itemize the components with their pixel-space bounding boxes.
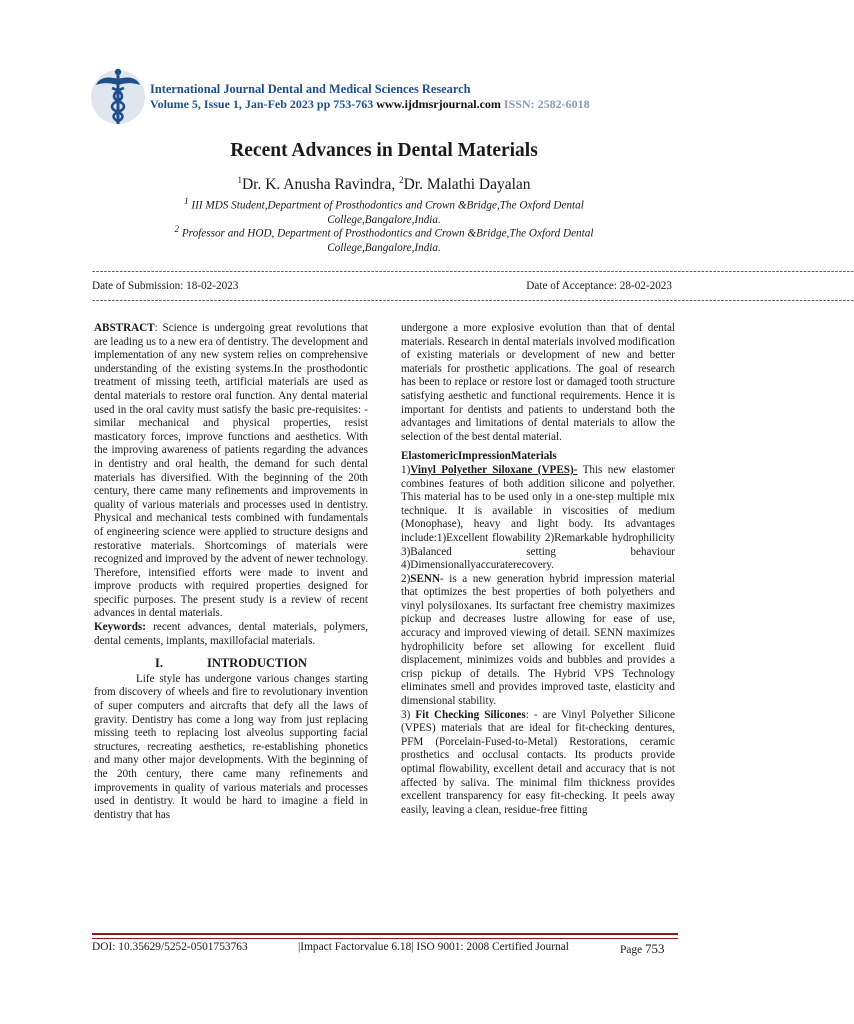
- item1-text: This new elastomer combines features of both addition silicone and polyether. This material has to be used only in a one-step multiple mix technique. It is available in viscosities of medium (Monophase), heavy and light body. Its advantages include:1)Excellent flowability 2)Remarkable hydrophilicity 3)Balanced setting behaviour 4)Dimensionallyaccuraterecovery.: [401, 463, 676, 572]
- introduction-continued-paragraph: undergone a more explosive evolution than that of dental materials. Research in dental materials involved modification of existing materials or development of new and better materials for prosthetic applications. The goal of research has been to replace or restore lost or damaged tooth structure satisfying aesthetic and functional requirements. Hence it is important for dentists and patients to understand both the advantages and limitations of dental materials to allow the selection of the best dental material.: [401, 322, 675, 443]
- footer-doi: DOI: 10.35629/5252-0501753763: [92, 941, 248, 953]
- list-item-vpes: [401, 464, 675, 573]
- list-item-senn: [401, 573, 675, 709]
- journal-website-link[interactable]: www.ijdmsrjournal.com: [376, 97, 501, 111]
- author-line: [0, 175, 768, 194]
- abstract-paragraph: [94, 322, 368, 621]
- abstract-text: : Science is undergoing great revolutions that are leading us to a new era of dentistry. The development and implementation of any new system relies on comprehensive understanding of the existing systems.In the prosthodontic treatment of missing teeth, artificial materials are used as dental materials to restore oral function. Any dental material used in the oral cavity must satisfy the basic pre-requisites: - similar mechanical and physical properties, resist masticatory forces, improve functions and aesthetics. With the improving awareness of patients regarding the advances in dentistry and oral health, the demand for such dental materials has diversified. With the beginning of the 20th century, there came many refinements and improvements in quality of various materials and processes used in dentistry. Physical and mechanical tests combined with fundamentals of engineering science were applied to structure designs and restorative materials. Shortcomings of materials were recognized and improved by the advent of newer technology. Therefore, intensified efforts were made to invent and improve products with required properties designed for specific purposes. The present study is a review of recent advances in dental materials.: [94, 322, 368, 620]
- affiliation-1-text: III MDS Student,Department of Prosthodontics and Crown &Bridge,The Oxford Dental College,Bangalore,India.: [188, 199, 584, 226]
- item3-text: : - are Vinyl Polyether Silicone (VPES) materials that are ideal for fit-checking dentures, PFM (Porcelain-Fused-to-Metal) Restorations, ceramic prosthetics and occlusal contacts. Its products provide optimal flowability, excellent detail and accuracy that is not affected by saliva. The minimal film thickness provides excellent transparency for easy fit-checking. It peels away easily, leaving a clean, residue-free fitting: [401, 708, 676, 816]
- footer-rule-thick: [92, 933, 678, 935]
- affiliation-2: [140, 222, 628, 255]
- affiliation-1-superscript: 1: [184, 196, 189, 206]
- item2-text: - is a new generation hybrid impression material that optimizes the best properties of both polyethers and vinyl polysiloxanes. Its surfactant free chemistry maximizes pickup and decreases lustre allowing for ease of use, accuracy and improved viewing of detail. SENN maximizes hydrophilicity before set allowing for excellent fluid displacement, minimizes voids and bubbles and provides a crisp pickup of details. The Hybrid VPS Technology eliminates smell and provides improved taste, elasticity and dimensional stability.: [401, 572, 675, 708]
- affiliation-2-superscript: 2: [174, 224, 180, 234]
- dashed-divider-bottom: --------------------------------------------------------------------------------------------------------------------------------------------------------------------------------------------------: [92, 295, 854, 306]
- footer-rule-thin: [92, 938, 678, 939]
- item3-prefix: 3): [401, 708, 416, 721]
- journal-name: International Journal Dental and Medical Sciences Research: [150, 82, 471, 96]
- caduceus-icon: [90, 66, 146, 128]
- item2-label: SENN: [410, 572, 440, 585]
- item3-label: Fit Checking Silicones: [415, 708, 526, 721]
- acceptance-date: Date of Acceptance: 28-02-2023: [526, 280, 672, 292]
- item2-prefix: 2): [401, 572, 411, 585]
- affiliation-2-text: Professor and HOD, Department of Prosthodontics and Crown &Bridge,The Oxford Dental College,Bangalore,India.: [179, 227, 594, 254]
- volume-info: Volume 5, Issue 1, Jan-Feb 2023 pp 753-763: [150, 97, 374, 111]
- page-number: 753: [645, 941, 665, 956]
- journal-meta: [150, 97, 590, 112]
- author2-name: Dr. Malathi Dayalan: [403, 176, 531, 194]
- footer-page: [620, 941, 665, 957]
- submission-date: Date of Submission: 18-02-2023: [92, 280, 239, 292]
- left-column: [94, 322, 368, 822]
- issn: ISSN: 2582-6018: [503, 97, 590, 111]
- author1-superscript: 1: [237, 175, 242, 185]
- dashed-divider-top: --------------------------------------------------------------------------------------------------------------------------------------------------------------------------------------------------: [92, 266, 854, 277]
- section-number: I.: [154, 656, 163, 671]
- author2-superscript: 2: [399, 175, 404, 185]
- abstract-label: ABSTRACT: [94, 322, 155, 334]
- article-title: Recent Advances in Dental Materials: [230, 140, 538, 161]
- item1-label: Vinyl Polyether Siloxane (VPES)-: [410, 463, 578, 476]
- page-label: Page: [620, 944, 645, 956]
- section-heading-introduction: [94, 657, 368, 671]
- author1-name: Dr. K. Anusha Ravindra,: [241, 176, 400, 194]
- keywords-text: recent advances, dental materials, polymers, dental cements, implants, maxillofacial materials.: [94, 621, 368, 647]
- list-item-fit-checking: [401, 709, 675, 818]
- right-column: [401, 322, 675, 817]
- footer-certification: |Impact Factorvalue 6.18| ISO 9001: 2008 Certified Journal: [298, 941, 569, 953]
- introduction-paragraph: Life style has undergone various changes starting from discovery of wheels and fire to revolutionary invention of super computers and aircrafts that defy all the laws of gravity. Dentistry has come a long way from just replacing missing teeth to replacing lost alveolus supporting facial structures, recreating aesthetics, re-establishing phonetics and many other major developments. With the beginning of the 20th century, there came many refinements and improvements in quality of various materials and processes used in dentistry. It would be hard to imagine a field in dentistry that has: [94, 672, 368, 821]
- item1-prefix: 1): [401, 463, 411, 476]
- subheading-elastomeric: ElastomericImpressionMaterials: [401, 450, 557, 463]
- keywords-paragraph: [94, 621, 368, 648]
- section-title: INTRODUCTION: [206, 656, 307, 671]
- keywords-label: Keywords:: [94, 621, 146, 634]
